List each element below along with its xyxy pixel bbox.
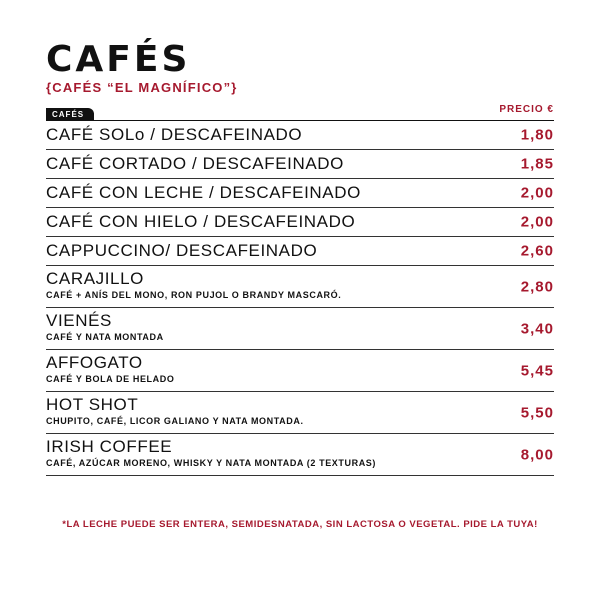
menu-item-price: 5,45 <box>520 362 554 379</box>
menu-item-name: VIENÉS <box>46 311 112 330</box>
footnote: *LA LECHE PUEDE SER ENTERA, SEMIDESNATADA, SIN LACTOSA O VEGETAL. PIDE LA TUYA! <box>62 519 538 530</box>
page-subtitle: {CAFÉS “EL MAGNÍFICO”} <box>46 80 238 95</box>
menu-item-name: IRISH COFFEE <box>46 437 173 456</box>
menu-item-description: CAFÉ Y NATA MONTADA <box>46 332 164 342</box>
menu-item-price: 2,80 <box>520 278 554 295</box>
menu-item <box>46 434 554 476</box>
menu-item <box>46 237 554 266</box>
menu-item <box>46 208 554 237</box>
menu-item-price: 3,40 <box>520 320 554 337</box>
menu-item-name: CAFÉ CON HIELO / DESCAFEINADO <box>46 212 356 231</box>
menu-page <box>46 40 554 476</box>
menu-item <box>46 121 554 150</box>
menu-item-name: CAFÉ CON LECHE / DESCAFEINADO <box>46 183 361 202</box>
menu-item-price: 2,00 <box>520 184 554 202</box>
menu-item-name: CARAJILLO <box>46 269 144 288</box>
menu-item-name: CAPPUCCINO/ DESCAFEINADO <box>46 241 318 260</box>
menu-item-price: 2,60 <box>520 242 554 260</box>
menu-item-description: CAFÉ Y BOLA DE HELADO <box>46 374 175 384</box>
page-title: CAFÉS <box>46 39 191 80</box>
menu-item <box>46 266 554 308</box>
menu-item-description: CAFÉ, AZÚCAR MORENO, WHISKY Y NATA MONTADA (2 TEXTURAS) <box>46 458 376 468</box>
menu-item-name: AFFOGATO <box>46 353 143 372</box>
menu-item-name: HOT SHOT <box>46 395 139 414</box>
menu-list <box>46 121 554 476</box>
menu-item-price: 8,00 <box>520 446 554 463</box>
menu-header-row <box>46 102 554 121</box>
section-tag: CAFÉS <box>46 108 94 120</box>
price-column-header: PRECIO € <box>499 104 554 115</box>
menu-item <box>46 179 554 208</box>
menu-item <box>46 150 554 179</box>
menu-item-description: CAFÉ + ANÍS DEL MONO, RON PUJOL O BRANDY MASCARÓ. <box>46 290 342 300</box>
menu-item <box>46 392 554 434</box>
menu-item <box>46 350 554 392</box>
menu-item-name: CAFÉ CORTADO / DESCAFEINADO <box>46 154 344 173</box>
menu-item-price: 1,80 <box>520 126 554 144</box>
menu-item-price: 1,85 <box>520 155 554 173</box>
menu-item-price: 5,50 <box>520 404 554 421</box>
menu-item <box>46 308 554 350</box>
menu-item-description: CHUPITO, CAFÉ, LICOR GALIANO Y NATA MONTADA. <box>46 416 304 426</box>
menu-item-price: 2,00 <box>520 213 554 231</box>
menu-item-name: CAFÉ SOLo / DESCAFEINADO <box>46 125 303 144</box>
